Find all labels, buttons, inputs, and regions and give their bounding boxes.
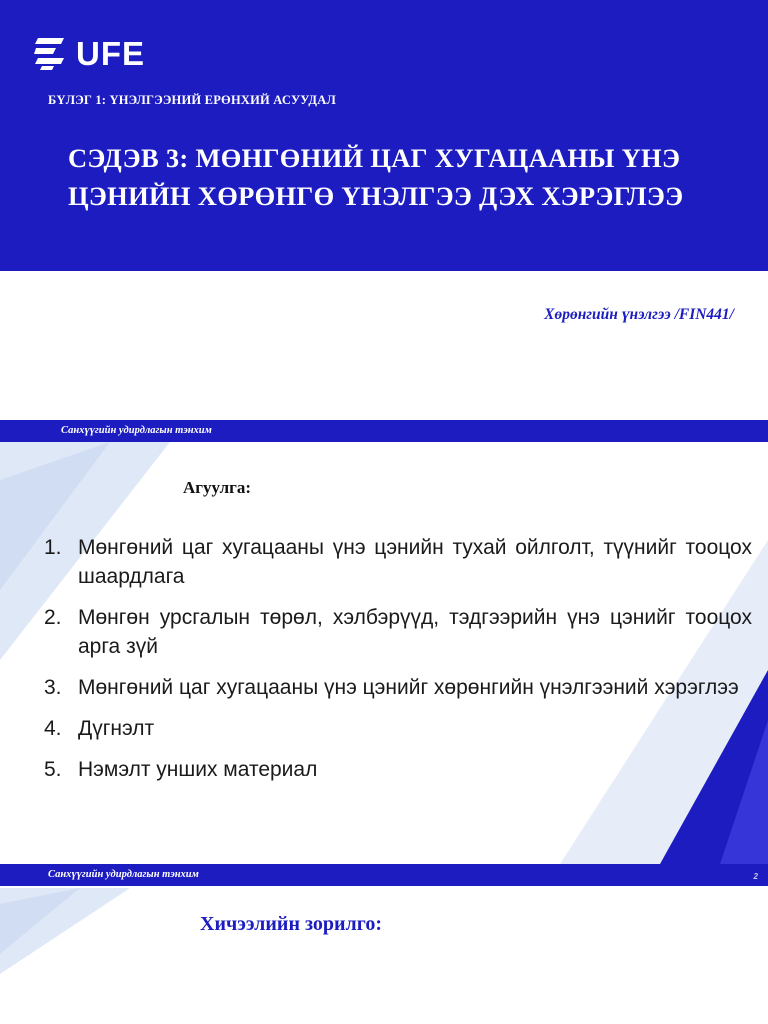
agenda-title: Агуулга: <box>183 478 251 497</box>
topic-title-line-1: СЭДЭВ 3: МӨНГӨНИЙ ЦАГ ХУГАЦААНЫ ҮНЭ <box>68 143 681 173</box>
logo-text: UFE <box>76 34 145 72</box>
agenda-item <box>36 714 752 743</box>
department-name: Санхүүгийн удирдлагын тэнхим <box>48 869 199 880</box>
agenda-item <box>36 603 752 661</box>
agenda-slide <box>0 420 768 864</box>
agenda-item-number: 3. <box>44 676 62 699</box>
goal-title: Хичээлийн зорилго: <box>200 913 382 935</box>
topic-title-line-2: ЦЭНИЙН ХӨРӨНГӨ ҮНЭЛГЭЭ ДЭХ ХЭРЭГЛЭЭ <box>68 181 684 211</box>
department-bar <box>0 864 768 886</box>
agenda-item <box>36 533 752 591</box>
agenda-item <box>36 673 752 702</box>
agenda-item-text: Дүгнэлт <box>78 717 155 740</box>
title-band <box>0 0 768 271</box>
department-name: Санхүүгийн удирдлагын тэнхим <box>61 425 212 436</box>
goal-slide <box>0 864 768 1024</box>
agenda-item-text: Нэмэлт унших материал <box>78 758 318 781</box>
topic-title <box>68 139 708 215</box>
agenda-item-number: 1. <box>44 536 62 559</box>
agenda-item-text: Мөнгөний цаг хугацааны үнэ цэнийн тухай ойлголт, түүнийг тооцох шаардлага <box>78 536 752 588</box>
agenda-item-text: Мөнгөн урсгалын төрөл, хэлбэрүүд, тэдгээрийн үнэ цэнийг тооцох арга зүй <box>78 606 752 658</box>
agenda-item-number: 4. <box>44 717 62 740</box>
agenda-item <box>36 755 752 784</box>
agenda-item-number: 5. <box>44 758 62 781</box>
chapter-heading: БҮЛЭГ 1: ҮНЭЛГЭЭНИЙ ЕРӨНХИЙ АСУУДАЛ <box>48 93 336 107</box>
department-bar <box>0 420 768 442</box>
agenda-item-number: 2. <box>44 606 62 629</box>
agenda-item-text: Мөнгөний цаг хугацааны үнэ цэнийг хөрөнгийн үнэлгээний хэрэглээ <box>78 676 739 699</box>
decorative-triangles-lower <box>0 864 768 1024</box>
page-number: 2 <box>753 872 758 881</box>
ufe-logo-icon <box>34 36 68 70</box>
agenda-list <box>36 533 752 796</box>
ufe-logo <box>34 36 145 70</box>
course-name: Хөрөнгийн үнэлгээ /FIN441/ <box>544 306 734 323</box>
title-slide <box>0 0 768 420</box>
